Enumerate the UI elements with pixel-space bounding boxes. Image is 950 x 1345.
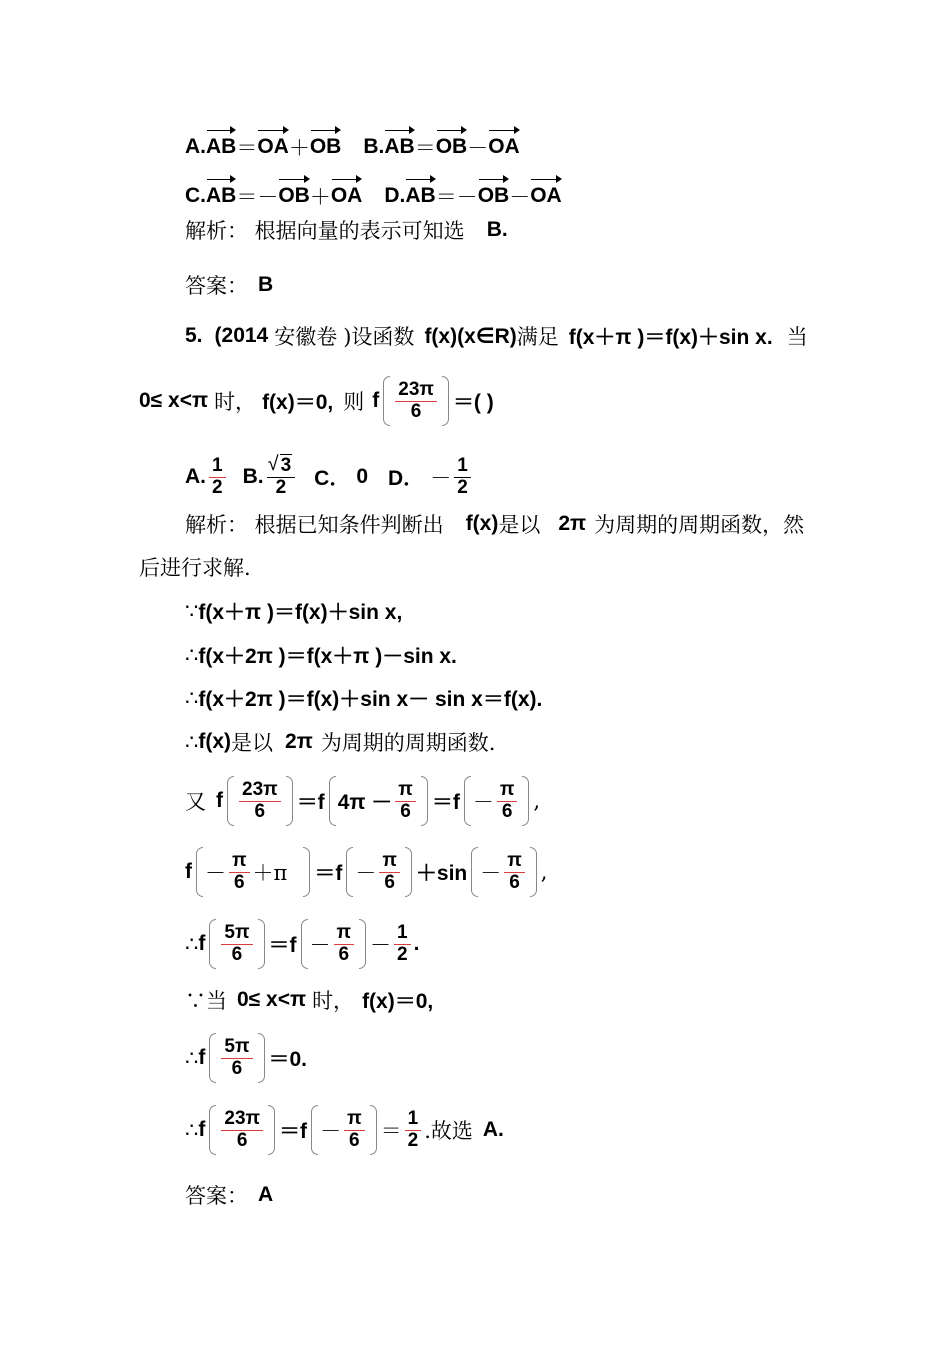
analysis-text: 后进行求解.: [139, 556, 251, 580]
step-expr: ＝f: [314, 862, 343, 885]
step-expr: ＝f: [268, 934, 297, 957]
paren-group: － $\frac{\pi}{6}$: [297, 918, 371, 970]
step-expr: f(x＋2π )＝f(x＋π )－sin x.: [198, 645, 457, 668]
function-f: f: [198, 1046, 206, 1069]
question-5-line-1: [185, 306, 808, 366]
minus-sign: －: [430, 466, 452, 490]
fraction: $\frac{1}{2}$: [394, 923, 411, 966]
step-line: [185, 771, 540, 831]
condition: 0≤ x<π: [237, 988, 307, 1011]
step-text: 是以: [231, 731, 274, 755]
vector-ab: AB: [206, 184, 237, 207]
answer-choice: A.: [482, 1118, 504, 1141]
step-text: 为周期的周期函数.: [320, 731, 496, 755]
fraction: $\frac{1}{2}$: [209, 456, 226, 499]
therefore-symbol: ∴: [185, 730, 199, 754]
vector-ab: AB: [206, 135, 237, 158]
plus-sign: ＋: [309, 185, 331, 209]
answer-label: 答案：: [185, 1184, 248, 1208]
minus-sign: －: [370, 933, 392, 957]
fraction: $\frac{1}{2}$: [405, 1109, 422, 1152]
minus-sign: －: [509, 185, 531, 209]
option-a-label: A.: [185, 465, 206, 488]
question-5-line-2: [139, 371, 494, 431]
vector-ob: OB: [278, 184, 310, 207]
equals-sign: ＝: [380, 1119, 402, 1143]
analysis-line: [185, 494, 804, 554]
step-text: 又: [185, 790, 206, 814]
therefore-symbol: ∴: [185, 1046, 199, 1070]
step-line: [185, 1100, 504, 1160]
paren-group: － $\frac{\pi}{6}$ ＋π: [192, 846, 314, 898]
step-line: [185, 842, 547, 902]
step-text: .故选: [424, 1119, 473, 1143]
analysis-text: 解析： 根据向量的表示可知选: [185, 219, 465, 243]
fraction: $\frac{\pi}{6}$: [504, 851, 525, 894]
equals-sign: ＝: [236, 136, 258, 160]
fraction: $\frac{23\pi}{6}$: [239, 780, 281, 823]
period: 2π: [558, 512, 587, 535]
option-d-label: D.: [384, 184, 406, 207]
analysis-choice: B.: [486, 218, 508, 241]
question-text: )设函数: [343, 325, 415, 349]
vector-ob: OB: [477, 184, 510, 207]
function-relation: f(x＋π )＝f(x)＋sin x.: [568, 326, 773, 349]
step-line: [185, 712, 496, 772]
answer-value: B: [258, 273, 274, 296]
plus-sign: ＋: [288, 136, 310, 160]
sqrt-sign: √ 3: [270, 455, 293, 476]
question-text: 时，: [214, 390, 257, 414]
step-expr: f(x＋2π )＝f(x)＋sin x－ sin x＝f(x).: [198, 688, 543, 711]
vector-ab: AB: [405, 184, 436, 207]
function-f: f: [185, 860, 192, 883]
vector-oa: OA: [330, 184, 363, 207]
analysis-text: 解析： 根据已知条件判断出: [185, 513, 444, 537]
step-expr: f(x＋π )＝f(x)＋sin x,: [198, 601, 403, 624]
step-expr: ＝f: [296, 791, 325, 814]
paren-group: － $\frac{\pi}{6}$: [460, 775, 534, 827]
fraction: $\frac{\pi}{6}$: [334, 923, 355, 966]
question-text: 当: [786, 325, 808, 349]
function-f: f: [372, 389, 380, 412]
function-def: f(x)(x∈R): [424, 324, 517, 348]
fraction: $\frac{\pi}{6}$: [497, 780, 518, 823]
option-c-label: C．: [314, 467, 351, 490]
fraction: $\frac{1}{2}$: [454, 456, 471, 499]
question-text: 满足: [516, 325, 559, 349]
option-b-label: B.: [363, 135, 385, 158]
therefore-symbol: ∴: [185, 686, 199, 710]
fraction: $\frac{\pi}{6}$: [229, 851, 250, 894]
fraction: $\frac{5\pi}{6}$: [221, 1037, 252, 1080]
vector-oa: OA: [257, 135, 289, 158]
comma: ,: [540, 860, 548, 884]
step-line: [185, 914, 419, 974]
answer-value: A: [258, 1183, 274, 1206]
paren-group: [223, 775, 297, 827]
option-b-label: B.: [242, 465, 264, 488]
condition-value: f(x)＝0,: [262, 391, 334, 414]
therefore-symbol: ∴: [185, 643, 199, 667]
step-line: [185, 970, 433, 1030]
function-f: f: [216, 789, 223, 812]
step-expr: ＝f: [279, 1120, 308, 1143]
function-f: f: [198, 1118, 206, 1141]
period: 2π: [285, 730, 313, 753]
therefore-symbol: ∴: [185, 932, 199, 956]
equals-sign: ＝: [414, 136, 436, 160]
step-line: [185, 1028, 307, 1088]
minus-sign: －: [467, 136, 489, 160]
fraction: $\frac{23\pi}{6}$: [221, 1109, 263, 1152]
paren-group: [379, 375, 453, 427]
paren-group: － $\frac{\pi}{6}$: [342, 846, 416, 898]
equals-minus: ＝－: [236, 185, 279, 209]
answer-label: 答案：: [185, 274, 248, 298]
paren-group: [205, 918, 268, 970]
analysis-text: 是以: [498, 513, 541, 537]
answer-blank: ＝( ): [452, 391, 494, 414]
function-f: f: [198, 932, 206, 955]
paren-group: [205, 1032, 268, 1084]
vector-oa: OA: [488, 135, 520, 158]
paren-group: 4π － $\frac{\pi}{6}$: [325, 775, 432, 827]
fraction: $\frac{\pi}{6}$: [379, 851, 400, 894]
paren-group: － $\frac{\pi}{6}$: [467, 846, 541, 898]
step-expr: ＝f: [431, 791, 460, 814]
question-year: (2014: [214, 324, 269, 347]
comma: ,: [533, 789, 541, 813]
condition: 0≤ x<π: [139, 389, 209, 412]
vector-ab: AB: [384, 135, 415, 158]
question-source: 安徽卷: [274, 325, 338, 349]
answer-line: [185, 1165, 273, 1225]
therefore-symbol: ∴: [185, 1118, 199, 1142]
because-symbol: ∵当: [185, 989, 227, 1013]
fraction: √ $\frac{3}{2}$: [267, 456, 296, 499]
because-symbol: ∵: [185, 599, 199, 623]
question-number: 5.: [185, 324, 203, 347]
condition-value: f(x)＝0,: [362, 990, 434, 1013]
vector-ob: OB: [309, 135, 342, 158]
equals-minus: ＝－: [435, 185, 478, 209]
fraction: $\frac{\pi}{6}$: [395, 780, 416, 823]
option-d-label: D．: [388, 467, 425, 490]
option-a-label: A.: [185, 135, 206, 158]
step-expr: ＝0.: [268, 1048, 308, 1071]
option-c-label: C.: [185, 184, 206, 207]
vector-ob: OB: [435, 135, 468, 158]
analysis-text: 为周期的周期函数，然: [594, 513, 805, 537]
analysis-line: [185, 200, 508, 260]
question-text: 则: [343, 390, 365, 414]
paren-group: [205, 1104, 279, 1156]
fraction: $\frac{23\pi}{6}$: [395, 380, 437, 423]
fraction: $\frac{\pi}{6}$: [344, 1109, 365, 1152]
period-mark: .: [413, 932, 420, 955]
paren-group: － $\frac{\pi}{6}$: [307, 1104, 381, 1156]
step-text: 时，: [312, 989, 355, 1013]
vector-oa: OA: [530, 184, 562, 207]
function-fx: f(x): [465, 512, 499, 535]
function-fx: f(x): [198, 730, 232, 753]
fraction: $\frac{5\pi}{6}$: [221, 923, 252, 966]
step-expr: ＋sin: [415, 862, 468, 885]
option-c-value: 0: [356, 465, 369, 488]
